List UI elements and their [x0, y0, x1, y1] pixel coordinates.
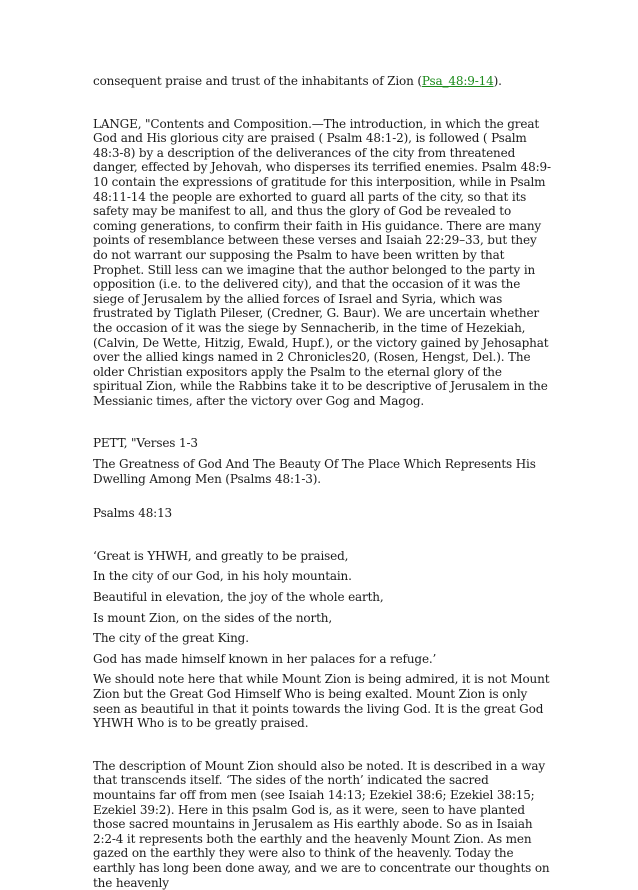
verse-line: Beautiful in elevation, the joy of the whole earth,	[93, 590, 384, 605]
paragraph-mount-zion: The description of Mount Zion should also be noted. It is described in a way that transcends itself. ‘The sides of the north’ indicated the sacred mountains far off from men (see Isaiah 14:13; Ezekiel 38:6; Ezekiel 38:15; Ezekiel 39:2). Here in this psalm God is, as it were, seen to have planted those sacred mountains in Jerusalem as His earthly abode. So as in Isaiah 2:2-4 it represents both the earthly and the heavenly Mount Zion. As men gazed on the earthly they were also to think of the heavenly. Today the earthly has long been done away, and we are to concentrate our thoughts on the heavenly	[93, 758, 550, 890]
verse-line: God has made himself known in her palaces for a refuge.’	[93, 651, 437, 666]
paragraph-lange: LANGE, "Contents and Composition.—The introduction, in which the great God and His glorious city are praised ( Psalm 48:1-2), is followed ( Psalm 48:3-8) by a description of the deliverances of the city from threatened danger, effected by Jehovah, who disperses its terrified enemies. Psalm 48:9-10 contain the expressions of gratitude for this interposition, while in Psalm 48:11-14 the people are exhorted to guard all parts of the city, so that its safety may be manifest to all, and thus the glory of God be revealed to coming generations, to confirm their faith in His guidance. There are many points of resemblance between these verses and Isaiah 22:29–33, but they do not warrant our supposing the Psalm to have been written by that Prophet. Still less can we imagine that the author belonged to the party in opposition (i.e. to the delivered city), and that the occasion of it was the siege of Jerusalem by the allied forces of Israel and Syria, which was frustrated by Tiglath Pileser, (Credner, G. Baur). We are uncertain whether the occasion of it was the siege by Sennacherib, in the time of Hezekiah, (Calvin, De Wette, Hitzig, Ewald, Hupf.), or the victory gained by Jehosaphat over the allied kings named in 2 Chronicles20, (Rosen, Hengst, Del.). The older Christian expositors apply the Psalm to the eternal glory of the spiritual Zion, while the Rabbins take it to be descriptive of Jerusalem in the Messianic times, after the victory over Gog and Magog.	[93, 116, 551, 408]
intro-text-after: ).	[493, 74, 502, 88]
spacer	[93, 89, 553, 117]
verse-line: ‘Great is YHWH, and greatly to be praised,	[93, 548, 349, 563]
paragraph-section-title: The Greatness of God And The Beauty Of The Place Which Represents His Dwelling Among Men (Psalms 48:1-3).	[93, 457, 536, 486]
intro-text-before: consequent praise and trust of the inhabitants of Zion (	[93, 74, 422, 88]
spacer	[93, 486, 553, 506]
spacer	[93, 521, 553, 549]
paragraph-intro	[93, 74, 553, 89]
document-page	[93, 74, 553, 890]
verse-block	[93, 549, 553, 673]
scripture-link[interactable]: Psa_48:9-14	[421, 74, 494, 88]
verse-line: Is mount Zion, on the sides of the north,	[93, 610, 333, 625]
spacer	[93, 731, 553, 759]
verse-line: The city of the great King.	[93, 631, 249, 646]
verse-line: In the city of our God, in his holy mountain.	[93, 569, 352, 584]
spacer	[93, 408, 553, 436]
paragraph-pett-heading: PETT, "Verses 1-3	[93, 436, 198, 451]
paragraph-verse-reference: Psalms 48:13	[93, 506, 173, 521]
paragraph-commentary: We should note here that while Mount Zion is being admired, it is not Mount Zion but the Great God Himself Who is being exalted. Mount Zion is only seen as beautiful in that it points towards the living God. It is the great God YHWH Who is to be greatly praised.	[93, 672, 550, 731]
